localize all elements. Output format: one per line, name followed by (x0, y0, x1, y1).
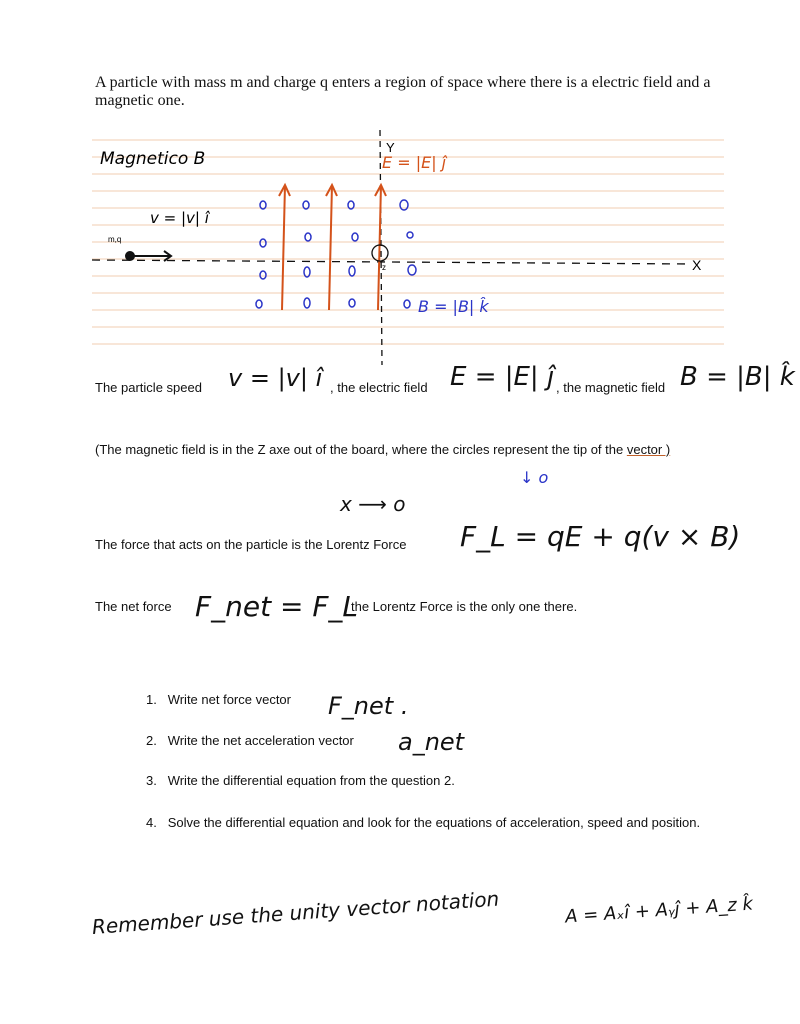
axis-sketch: x ⟶ o (340, 492, 406, 516)
step-number: 2. (146, 733, 157, 748)
note-underlined: vector ) (626, 442, 671, 457)
step-4 (146, 813, 730, 833)
efield-equation: E = |E| ĵ (450, 362, 555, 392)
step-text: Write net force vector (167, 692, 291, 707)
note-text: (The magnetic field is in the Z axe out of the board, where the circles represent the tip of the (95, 442, 627, 457)
efield-text: , the electric field (330, 380, 428, 395)
efield-label: E = |E| ĵ (382, 153, 447, 172)
step-3 (146, 773, 455, 788)
field-diagram (92, 130, 724, 370)
step-2 (146, 733, 354, 748)
speed-text: The particle speed (95, 380, 202, 395)
bfield-equation: B = |B| k̂ (680, 362, 795, 392)
step-2-hand: a_net (398, 728, 465, 756)
step-text: Write the net acceleration vector (167, 733, 354, 748)
lorentz-text: The force that acts on the particle is the Lorentz Force (95, 537, 407, 552)
diagram-title: Magnetico B (100, 149, 206, 169)
bfield-text: , the magnetic field (556, 380, 666, 395)
reminder-equation: A = Aₓî + Aᵧĵ + A_z k̂ (564, 893, 754, 928)
speed-equation: v = |v| î (228, 364, 323, 392)
step-number: 1. (146, 692, 157, 707)
net-force-equation: F_net = F_L (195, 590, 359, 623)
step-1 (146, 692, 291, 707)
y-axis-label: Y (386, 140, 395, 155)
step-1-hand: F_net . (328, 692, 409, 720)
x-axis-label: X (692, 257, 702, 273)
bfield-circles (256, 200, 416, 308)
intro-paragraph: A particle with mass m and charge q enters a region of space where there is a electric field and a magnetic one. (95, 74, 711, 109)
step-number: 4. (146, 815, 157, 830)
efield-arrows (279, 185, 386, 310)
mass-label: m,q (108, 235, 122, 244)
field-note (95, 442, 670, 457)
step-text: Solve the differential equation and look for the equations of acceleration, speed and position. (167, 815, 701, 830)
reminder-text: Remember use the unity vector notation (91, 886, 500, 939)
step-number: 3. (146, 773, 157, 788)
lorentz-equation: F_L = qE + q(v × B) (460, 520, 741, 553)
bfield-label: B = |B| k̂ (418, 297, 489, 316)
arrow-sketch: ↓ o (520, 468, 549, 487)
particle-dot (125, 251, 135, 261)
velocity-label: v = |v| î (150, 209, 209, 227)
net-force-text: the Lorentz Force is the only one there. (351, 599, 578, 614)
step-text: Write the differential equation from the question 2. (167, 773, 455, 788)
x-axis (92, 260, 692, 264)
net-force-label: The net force (95, 599, 172, 614)
origin-label: z (382, 263, 386, 272)
